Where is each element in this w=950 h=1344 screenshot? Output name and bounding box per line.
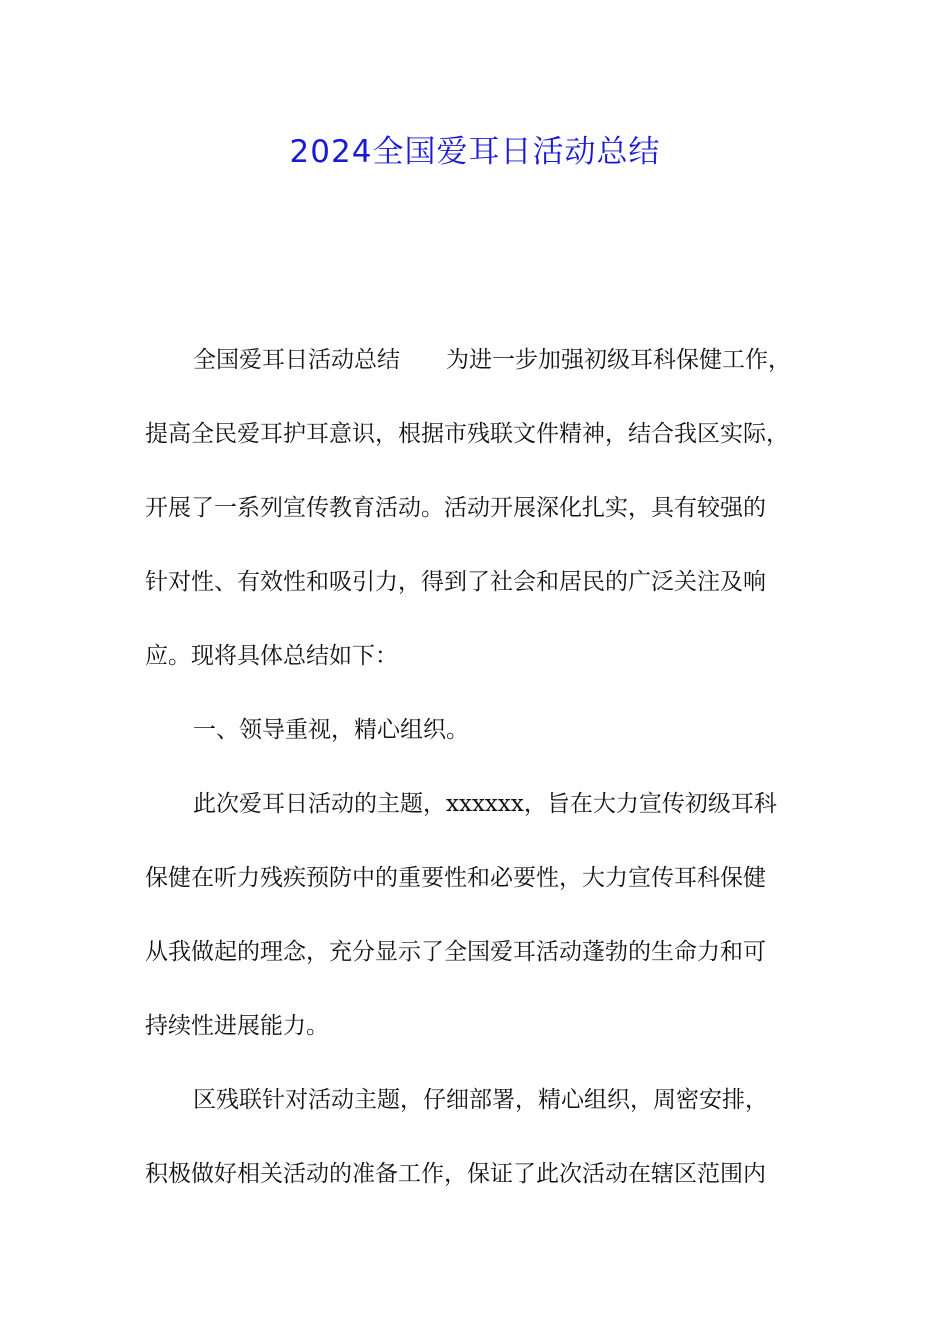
text-line: 开展了一系列宣传教育活动。活动开展深化扎实，具有较强的 [145,495,766,521]
section-heading: 一、领导重视，精心组织。 [193,717,469,743]
document-body [145,336,809,1224]
paragraph-organization [145,1076,809,1199]
text-line: 保健在听力残疾预防中的重要性和必要性，大力宣传耳科保健 [145,865,766,891]
text-line: 应。现将具体总结如下： [145,643,398,669]
paragraph-section-heading [145,706,809,755]
paragraph-theme [145,780,809,1051]
text-line [145,336,809,385]
intro-text: 为进一步加强初级耳科保健工作， [446,347,791,373]
text-line: 此次爱耳日活动的主题，xxxxxx，旨在大力宣传初级耳科 [193,791,777,817]
text-line: 从我做起的理念，充分显示了全国爱耳活动蓬勃的生命力和可 [145,939,766,965]
text-line: 针对性、有效性和吸引力，得到了社会和居民的广泛关注及响 [145,569,766,595]
intro-heading-text: 全国爱耳日活动总结 [193,347,400,373]
text-line: 区残联针对活动主题，仔细部署，精心组织，周密安排， [193,1087,768,1113]
paragraph-intro [145,336,809,681]
text-line: 提高全民爱耳护耳意识，根据市残联文件精神，结合我区实际， [145,421,789,447]
text-line: 积极做好相关活动的准备工作，保证了此次活动在辖区范围内 [145,1161,766,1187]
document-title: 2024全国爱耳日活动总结 [289,134,661,170]
text-line: 持续性进展能力。 [145,1013,329,1039]
